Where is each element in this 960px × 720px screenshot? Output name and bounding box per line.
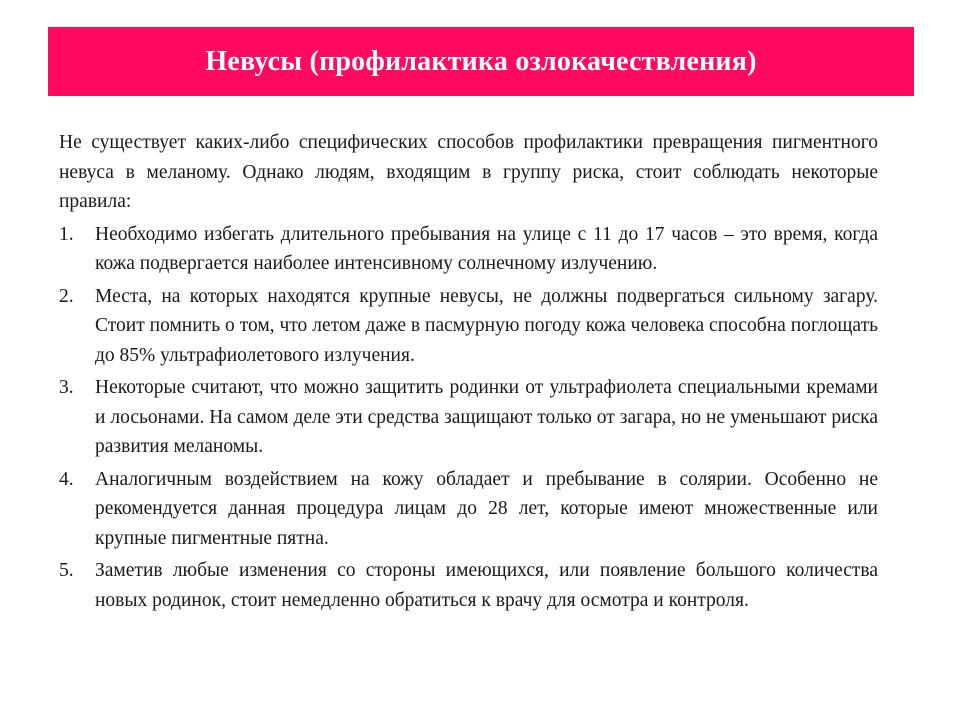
list-item-number: 1. bbox=[59, 223, 74, 245]
list-item-text: Заметив любые изменения со стороны имеющихся, или появление большого количества новых родинок, стоит немедленно обратиться к врачу для осмотра и контроля. bbox=[95, 560, 878, 611]
list-item bbox=[59, 373, 878, 462]
rules-list bbox=[59, 220, 878, 616]
list-item-text: Некоторые считают, что можно защитить родинки от ультрафиолета специальными кремами и лосьонами. На самом деле эти средства защищают только от загара, но не уменьшают риска развития меланомы. bbox=[95, 377, 878, 457]
list-item-text: Аналогичным воздействием на кожу обладает и пребывание в солярии. Особенно не рекомендуется данная процедура лицам до 28 лет, которые имеют множественные или крупные пигментные пятна. bbox=[95, 468, 878, 549]
list-item-number: 3. bbox=[59, 377, 74, 398]
list-item-text: Необходимо избегать длительного пребывания на улице с 11 до 17 часов – это время, когда кожа подвергается наиболее интенсивному солнечному излучению. bbox=[95, 223, 878, 274]
list-item-text: Места, на которых находятся крупные невусы, не должны подвергаться сильному загару. Стоит помнить о том, что летом даже в пасмурную погоду кожа человека способна поглощать до 85% ультрафиолетового излучения. bbox=[95, 285, 878, 366]
slide-title: Невусы (профилактика озлокачествления) bbox=[205, 45, 757, 77]
list-item-number: 4. bbox=[59, 468, 74, 490]
list-item bbox=[59, 282, 878, 371]
title-bar bbox=[48, 27, 914, 96]
list-item-number: 2. bbox=[59, 285, 74, 307]
list-item bbox=[59, 220, 878, 279]
slide-content bbox=[59, 128, 878, 615]
intro-paragraph: Не существует каких-либо специфических способов профилактики превращения пигментного невуса в меланому. Однако людям, входящим в группу риска, стоит соблюдать некоторые правила: bbox=[59, 132, 878, 212]
list-item-number: 5. bbox=[59, 560, 74, 581]
list-item bbox=[59, 465, 878, 554]
list-item bbox=[59, 556, 878, 615]
